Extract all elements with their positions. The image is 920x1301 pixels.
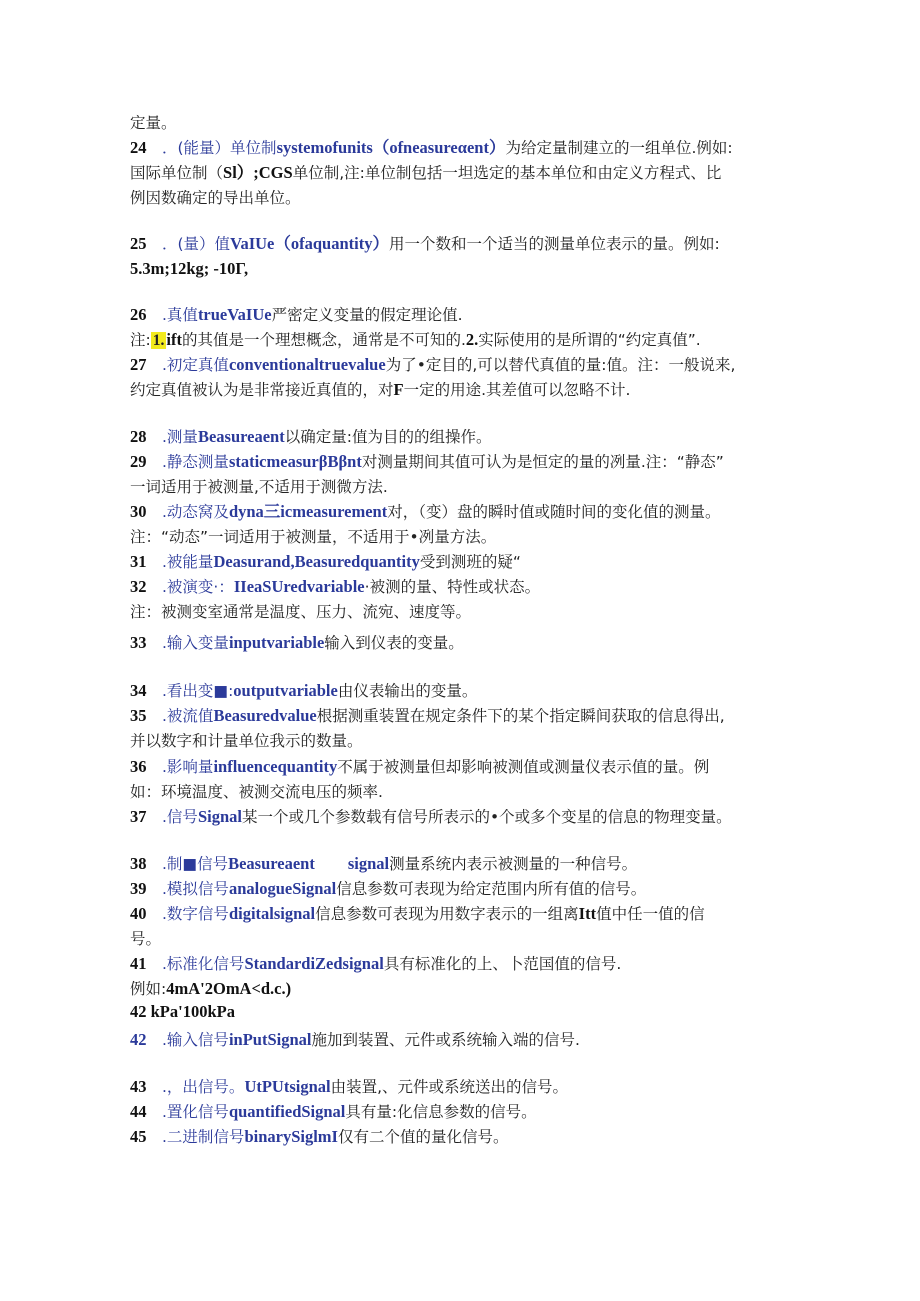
term-chinese: .置化信号 (162, 1103, 229, 1121)
term-english: outputvariable (233, 681, 338, 700)
term-english: UtPUtsignal (244, 1077, 331, 1096)
line-text: 注: (130, 331, 151, 349)
entry-39 (130, 878, 802, 900)
term-chinese: ．(能量）单位制 (162, 139, 277, 157)
definition: 由装置,、元件或系统送出的信号。 (330, 1078, 569, 1096)
entry-number: 34 (130, 681, 147, 700)
line-text: 一定的用途.其差值可以忽略不计. (403, 381, 631, 399)
line-text-bold: 2. (465, 330, 479, 349)
definition: 输入到仪表的变量。 (324, 634, 464, 652)
entry-number: 28 (130, 427, 147, 446)
definition: ·被测的量、特性或状态。 (364, 578, 541, 596)
term-chinese: .模拟信号 (162, 880, 229, 898)
term-english: Beasureaent (197, 427, 285, 446)
entry-42 (130, 1029, 802, 1051)
term-english: IIeaSUredvariable (233, 577, 365, 596)
term-english: Beasuredvalue (213, 706, 317, 725)
line-text: 单位制,注:单位制包括一坦选定的基本单位和由定义方程式、比 (292, 164, 722, 182)
line-text: 一词适用于被测量,不适用于测微方法. (130, 478, 388, 496)
term-english: Deasurand,Beasuredquantity (213, 552, 420, 571)
line-text: 国际单位制（ (130, 164, 224, 182)
definition: 某一个或几个参数载有信号所表示的•个或多个变星的信息的物理变量。 (241, 808, 732, 826)
entry-32 (130, 576, 802, 598)
line-text: 注：被测变室通常是温度、压力、流宛、速度等。 (130, 603, 472, 621)
entry-37 (130, 806, 802, 828)
entry-25 (130, 233, 802, 255)
definition: 信息参数可表现为用数字表示的一组离 (315, 905, 579, 923)
entry-number: 39 (130, 879, 147, 898)
entry-number: 44 (130, 1102, 147, 1121)
entry-36 (130, 756, 802, 778)
term-english: quantifiedSignal (228, 1102, 346, 1121)
definition: 信息参数可表现为给定范围内所有值的信号。 (336, 880, 647, 898)
term-english: VaIUe（ofaquantity） (230, 234, 389, 253)
text-line (130, 1001, 802, 1023)
entry-number: 42 (130, 1030, 147, 1049)
term-chinese: .真值 (162, 306, 198, 324)
text-line (130, 928, 802, 950)
entry-number: 25 (130, 234, 147, 253)
text-line (130, 329, 802, 352)
entry-number: 33 (130, 633, 147, 652)
line-text: 定量。 (130, 114, 177, 132)
definition: 严密定义变量的假定理论值. (271, 306, 463, 324)
term-chinese: .看出变■: (162, 682, 234, 700)
line-text-bold: ift (166, 330, 182, 349)
term-chinese: .输入信号 (162, 1031, 229, 1049)
line-text: 例如: (130, 980, 167, 998)
term-english: Signal (197, 807, 242, 826)
text-line (130, 601, 802, 623)
entry-34 (130, 680, 802, 702)
text-line (130, 112, 802, 134)
term-english: binarySiglmI (244, 1127, 338, 1146)
text-line (130, 730, 802, 752)
definition: 根据测重装置在规定条件下的某个指定瞬间获取的信息得出, (316, 707, 725, 725)
entry-number: 43 (130, 1077, 147, 1096)
term-english: trueVaIUe (197, 305, 272, 324)
highlighted-text: 1. (152, 332, 165, 349)
entry-number: 31 (130, 552, 147, 571)
term-english: StandardiZedsignal (244, 954, 384, 973)
term-chinese: .测量 (162, 428, 198, 446)
line-text-bold: 5.3m;12kg; -10Г, (130, 259, 249, 278)
entry-number: 30 (130, 502, 147, 521)
definition: 为给定量制建立的一组单位.例如: (505, 139, 733, 157)
definition: 对，（变）盘的瞬时值或随时间的变化值的测量。 (387, 503, 721, 521)
term-english: conventionaltruevalue (228, 355, 386, 374)
definition: 施加到装置、元件或系统输入端的信号. (311, 1031, 580, 1049)
entry-35 (130, 705, 802, 727)
definition: 具有标准化的上、卜范国值的信号. (383, 955, 622, 973)
term-chinese: .，出信号。 (162, 1078, 245, 1096)
entry-41 (130, 953, 802, 975)
term-english: Beasureaent signal (228, 854, 390, 873)
entry-number: 36 (130, 757, 147, 776)
term-chinese: .标准化信号 (162, 955, 245, 973)
text-line (130, 379, 802, 401)
text-line (130, 187, 802, 209)
entry-30 (130, 501, 802, 523)
entry-45 (130, 1126, 802, 1148)
line-text-bold: 4mA'2OmA<d.c.) (166, 979, 292, 998)
line-text: 约定真值被认为是非常接近真值的，对 (130, 381, 394, 399)
term-chinese: .二进制信号 (162, 1128, 245, 1146)
definition: 受到测班的疑“ (419, 553, 521, 571)
term-chinese: .初定真值 (162, 356, 229, 374)
entry-33 (130, 632, 802, 654)
entry-28 (130, 426, 802, 448)
term-english: analogueSignal (228, 879, 337, 898)
line-text: 例因数确定的导出单位。 (130, 189, 301, 207)
term-chinese: .输入变量 (162, 634, 229, 652)
term-english: digitalsignal (228, 904, 316, 923)
entry-29 (130, 451, 802, 473)
term-chinese: .影响量 (162, 758, 214, 776)
line-text-bold: F (393, 380, 404, 399)
term-chinese: .动态窝及 (162, 503, 229, 521)
term-chinese: ．(量）值 (162, 235, 231, 253)
entry-38 (130, 853, 802, 875)
term-chinese: .数字信号 (162, 905, 229, 923)
definition: 不属于被测量但却影响被测值或测量仪表示值的量。例 (337, 758, 710, 776)
line-text: 注：“动态”一词适用于被测量，不适用于•冽量方法。 (130, 528, 497, 546)
entry-number: 40 (130, 904, 147, 923)
term-english: systemofunits（ofneasureαent） (276, 138, 506, 157)
text-line (130, 526, 802, 548)
entry-number: 35 (130, 706, 147, 725)
term-english: influencequantity (213, 757, 338, 776)
definition: 由仪表输出的变量。 (337, 682, 478, 700)
term-chinese: .被能量 (162, 553, 214, 571)
term-chinese: .被演变·： (162, 578, 234, 596)
entry-number: 24 (130, 138, 147, 157)
term-english: inputvariable (228, 633, 325, 652)
text-line (130, 258, 802, 280)
definition: 仅有二个值的量化信号。 (337, 1128, 509, 1146)
entry-number: 29 (130, 452, 147, 471)
entry-24 (130, 137, 802, 159)
definition: 值中任一值的信 (596, 905, 705, 923)
entry-40 (130, 903, 802, 925)
term-chinese: .信号 (162, 808, 198, 826)
entry-44 (130, 1101, 802, 1123)
term-chinese: .静态测量 (162, 453, 229, 471)
entry-number: 37 (130, 807, 147, 826)
definition: 为了•定目的,可以替代真值的量:值。注：一般说来, (385, 356, 736, 374)
text-line (130, 781, 802, 803)
entry-number: 38 (130, 854, 147, 873)
term-chinese: .制■信号 (162, 855, 229, 873)
text-line (130, 476, 802, 498)
entry-31 (130, 551, 802, 573)
text-line (130, 162, 802, 184)
line-text: 如：环境温度、被测交流电压的频率. (130, 783, 383, 801)
line-text: 并以数字和计量单位我示的数量。 (130, 732, 363, 750)
definition: 测量系统内表示被测量的一种信号。 (389, 855, 638, 873)
term-english: dyna三icmeasurement (228, 502, 388, 521)
line-text: 的其值是一个理想概念，通常是不可知的. (181, 331, 466, 349)
term-english: inPutSignal (228, 1030, 312, 1049)
line-text: 实际使用的是所谓的“约定真值”. (478, 331, 701, 349)
line-text-bold: 42 kPa'100kPa (130, 1002, 235, 1021)
entry-27 (130, 354, 802, 376)
text-line (130, 978, 802, 1000)
definition: 对测量期间其值可认为是恒定的量的冽量.注：“静态” (361, 453, 724, 471)
entry-number: 45 (130, 1127, 147, 1146)
line-text-bold: Sl）;CGS (223, 163, 293, 182)
term-chinese: .被流值 (162, 707, 214, 725)
definition-bold: Itt (578, 904, 597, 923)
entry-number: 41 (130, 954, 147, 973)
definition: 以确定量:值为目的的组操作。 (284, 428, 492, 446)
entry-number: 32 (130, 577, 147, 596)
definition: 用一个数和一个适当的测量单位表示的量。例如: (388, 235, 720, 253)
line-text: 号。 (130, 930, 162, 948)
entry-43 (130, 1076, 802, 1098)
definition: 具有量:化信息参数的信号。 (345, 1103, 537, 1121)
entry-26 (130, 304, 802, 326)
entry-number: 26 (130, 305, 147, 324)
term-english: staticmeasurβBβnt (228, 452, 362, 471)
entry-number: 27 (130, 355, 147, 374)
